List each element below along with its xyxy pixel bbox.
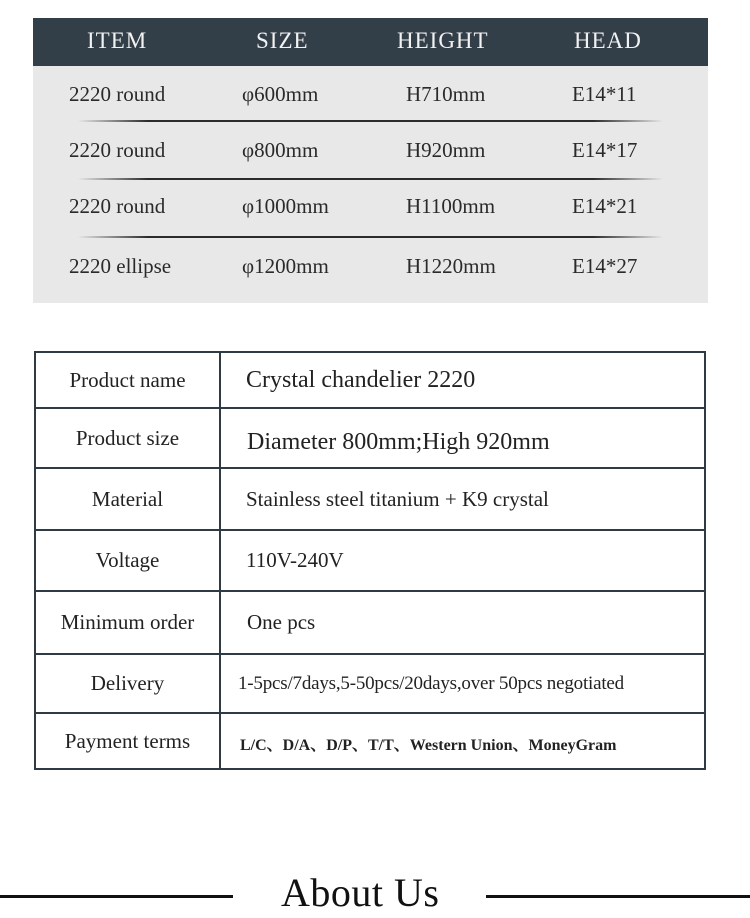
cell-head: E14*17 <box>572 138 638 162</box>
row-divider <box>78 178 663 180</box>
spec-label: Material <box>36 469 221 529</box>
header-height: HEIGHT <box>397 28 489 53</box>
cell-size: φ800mm <box>242 138 319 162</box>
table-row <box>33 254 708 310</box>
spec-row-product-size <box>36 409 704 469</box>
cell-item: 2220 round <box>69 194 166 218</box>
header-size: SIZE <box>256 28 309 53</box>
size-table <box>33 18 708 303</box>
about-divider-right <box>486 895 750 898</box>
cell-height: H1220mm <box>406 254 496 278</box>
cell-height: H710mm <box>406 82 486 106</box>
row-divider <box>78 236 663 238</box>
spec-row-product-name <box>36 353 704 409</box>
spec-label: Payment terms <box>36 714 221 768</box>
spec-value: 1-5pcs/7days,5-50pcs/20days,over 50pcs negotiated <box>238 672 624 694</box>
cell-item: 2220 round <box>69 82 166 106</box>
cell-head: E14*21 <box>572 194 638 218</box>
cell-item: 2220 round <box>69 138 166 162</box>
spec-label: Voltage <box>36 531 221 590</box>
spec-value: Stainless steel titanium + K9 crystal <box>246 486 549 511</box>
cell-item: 2220 ellipse <box>69 254 172 278</box>
cell-size: φ1200mm <box>242 254 329 278</box>
spec-value: Crystal chandelier 2220 <box>246 366 476 393</box>
row-divider <box>78 120 663 122</box>
spec-label: Product size <box>36 409 221 467</box>
cell-head: E14*27 <box>572 254 638 278</box>
table-row <box>33 194 708 250</box>
spec-row-voltage <box>36 531 704 592</box>
spec-table <box>34 351 706 770</box>
table-row <box>33 138 708 194</box>
spec-value: Diameter 800mm;High 920mm <box>247 428 550 455</box>
spec-value: 110V-240V <box>246 548 344 572</box>
cell-head: E14*11 <box>572 82 637 106</box>
spec-value: One pcs <box>247 610 316 634</box>
header-item: ITEM <box>87 28 148 53</box>
size-table-header <box>33 18 708 66</box>
spec-label: Product name <box>36 353 221 407</box>
spec-row-minimum-order <box>36 592 704 655</box>
spec-row-delivery <box>36 655 704 714</box>
header-head: HEAD <box>574 28 642 53</box>
spec-label: Minimum order <box>36 592 221 653</box>
about-us-heading: About Us <box>281 870 440 915</box>
spec-row-material <box>36 469 704 531</box>
spec-value: L/C、D/A、D/P、T/T、Western Union、MoneyGram <box>240 736 617 754</box>
spec-label: Delivery <box>36 655 221 712</box>
table-row <box>33 82 708 138</box>
about-divider-left <box>0 895 233 898</box>
cell-size: φ1000mm <box>242 194 329 218</box>
cell-height: H920mm <box>406 138 486 162</box>
cell-size: φ600mm <box>242 82 319 106</box>
cell-height: H1100mm <box>406 194 496 218</box>
spec-row-payment-terms <box>36 714 704 768</box>
